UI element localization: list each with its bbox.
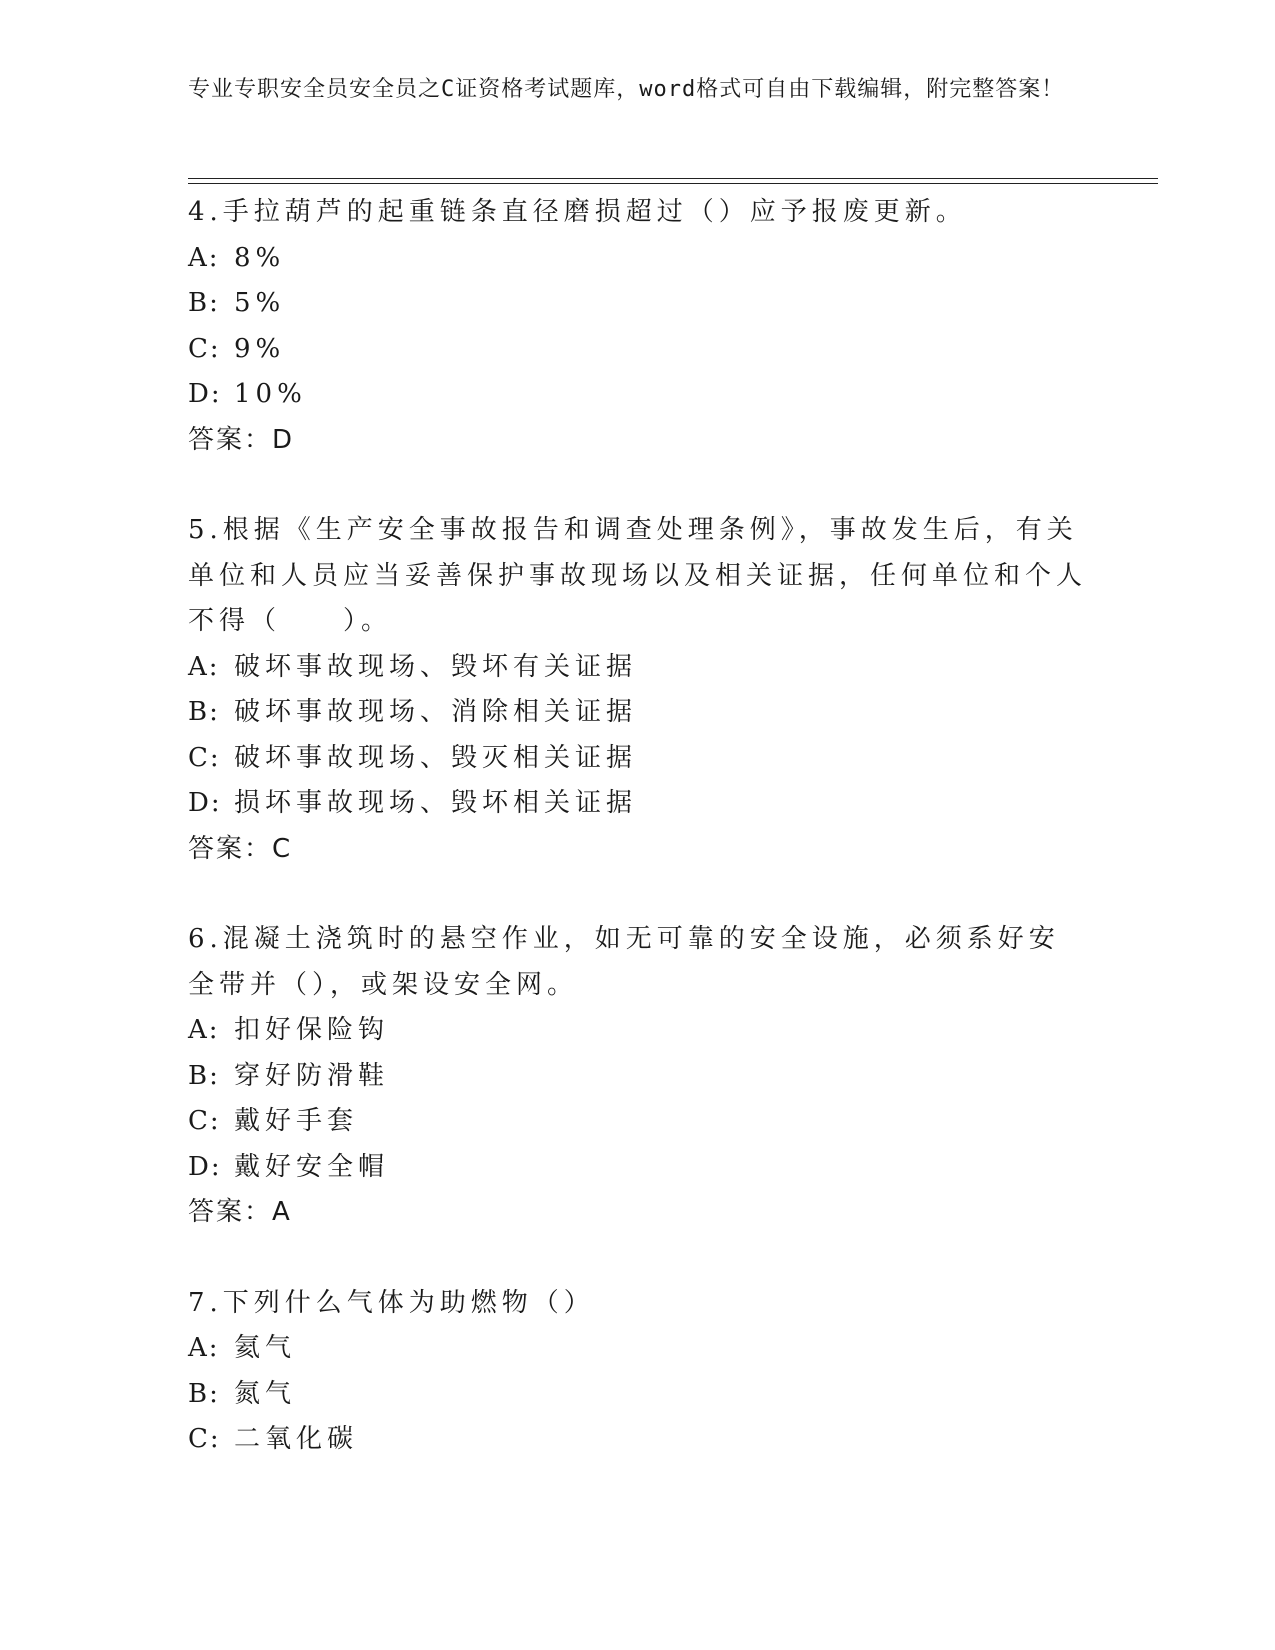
option-b	[188, 281, 1088, 327]
option-c	[188, 1099, 1088, 1145]
option-text: 5%	[234, 288, 286, 318]
option-d	[188, 781, 1088, 827]
option-text: 破坏事故现场、毁坏有关证据	[234, 651, 638, 682]
option-text: 10%	[234, 379, 307, 409]
option-key: C:	[188, 1424, 221, 1454]
header-divider-bottom	[188, 183, 1158, 184]
question-text: 6.混凝土浇筑时的悬空作业，如无可靠的安全设施，必须系好安全带并（），或架设安全网。	[188, 924, 1060, 1000]
question-text: 5.根据《生产安全事故报告和调查处理条例》，事故发生后，有关单位和人员应当妥善保护事故现场以及相关证据，任何单位和个人不得（ ）。	[188, 515, 1088, 636]
option-text: 8%	[234, 242, 286, 273]
option-c	[188, 327, 1088, 373]
option-key: C:	[188, 333, 221, 364]
option-key: B:	[188, 288, 220, 318]
option-a	[188, 645, 1088, 691]
answer-line: 答案：C	[188, 833, 293, 864]
answer-line: 答案：A	[188, 1197, 292, 1227]
page-header-text: 专业专职安全员安全员之C证资格考试题库，word格式可自由下载编辑，附完整答案！	[188, 77, 1065, 102]
option-text: 氦气	[234, 1333, 297, 1363]
option-a	[188, 236, 1088, 282]
question-text: 4.手拉葫芦的起重链条直径磨损超过（）应予报废更新。	[188, 197, 967, 227]
option-text: 破坏事故现场、毁灭相关证据	[234, 742, 638, 773]
option-text: 扣好保险钩	[234, 1015, 390, 1045]
option-key: C:	[188, 742, 221, 773]
option-text: 穿好防滑鞋	[234, 1060, 390, 1091]
option-text: 二氧化碳	[234, 1424, 359, 1454]
option-key: A:	[188, 1015, 220, 1045]
option-text: 戴好安全帽	[234, 1151, 390, 1182]
option-b	[188, 1372, 1088, 1418]
option-d	[188, 1145, 1088, 1191]
option-text: 戴好手套	[234, 1106, 359, 1136]
question-block	[188, 190, 1088, 463]
option-text: 破坏事故现场、消除相关证据	[234, 697, 638, 727]
option-key: D:	[188, 1151, 222, 1182]
option-key: A:	[188, 1333, 220, 1363]
option-key: A:	[188, 651, 220, 682]
option-b	[188, 1054, 1088, 1100]
question-text: 7.下列什么气体为助燃物（）	[188, 1287, 595, 1318]
header-divider-top	[188, 178, 1158, 179]
option-text: 9%	[234, 333, 286, 364]
question-list	[188, 190, 1088, 1508]
option-key: B:	[188, 1060, 220, 1091]
option-a	[188, 1326, 1088, 1372]
option-key: D:	[188, 788, 222, 818]
question-block	[188, 1281, 1088, 1463]
option-d	[188, 372, 1088, 418]
option-c	[188, 1417, 1088, 1463]
option-c	[188, 736, 1088, 782]
option-b	[188, 690, 1088, 736]
question-block	[188, 917, 1088, 1236]
option-key: C:	[188, 1106, 221, 1136]
option-key: D:	[188, 379, 222, 409]
option-key: A:	[188, 242, 220, 273]
option-key: B:	[188, 1378, 220, 1409]
option-text: 损坏事故现场、毁坏相关证据	[234, 788, 638, 818]
question-block	[188, 508, 1088, 872]
option-text: 氮气	[234, 1378, 297, 1409]
answer-line: 答案：D	[188, 424, 295, 455]
option-key: B:	[188, 697, 220, 727]
option-a	[188, 1008, 1088, 1054]
